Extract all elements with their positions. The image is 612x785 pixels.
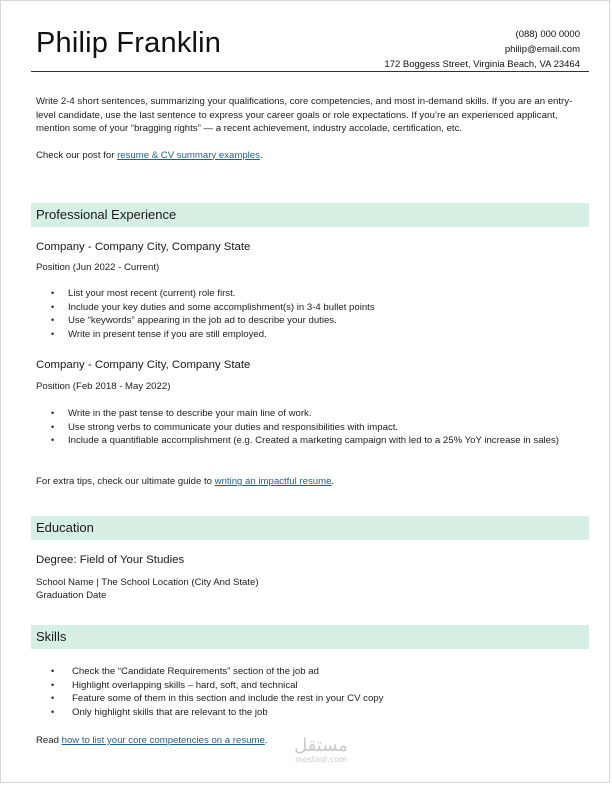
graduation-date: Graduation Date (36, 590, 107, 601)
tips-suffix: . (331, 476, 335, 487)
candidate-name: Philip Franklin (36, 27, 222, 59)
skills-list (36, 665, 576, 719)
phone-number: (088) 000 0000 (515, 29, 580, 40)
resume-guide-link[interactable]: writing an impactful resume (214, 476, 332, 487)
street-address: 172 Boggess Street, Virginia Beach, VA 23464 (384, 59, 580, 70)
job-duties-list (36, 287, 576, 341)
watermark-arabic: مستقل (294, 735, 348, 756)
job-company: Company - Company City, Company State (36, 241, 251, 253)
watermark-latin: mostaql.com (295, 755, 347, 764)
degree: Degree: Field of Your Studies (36, 554, 185, 566)
job-duty-item: • Include your key duties and some accomplishment(s) in 3-4 bullet points (36, 301, 576, 315)
skills-title: Skills (36, 629, 67, 644)
summary-text: Write 2-4 short sentences, summarizing your qualifications, core competencies, and most in-demand skills. If you are an entry-level candidate, use the last sentence to express your career goals or role expectations. If you’re an experienced applicant, mention some of your “bragging rights” — a recent achievement, industry accolade, certification, etc. (36, 96, 573, 134)
experience-tips-line (36, 475, 576, 489)
competencies-guide-link[interactable]: how to list your core competencies on a resume (61, 735, 265, 746)
job-position: Position (Jun 2022 - Current) (36, 262, 160, 273)
experience-title: Professional Experience (36, 207, 177, 222)
skills-header (31, 625, 589, 649)
skill-item: • Feature some of them in this section and include the rest in your CV copy (36, 692, 576, 706)
experience-header (31, 203, 589, 227)
job-duty-item: • Use “keywords” appearing in the job ad to describe your duties. (36, 314, 576, 328)
skill-item: • Highlight overlapping skills – hard, soft, and technical (36, 679, 576, 693)
education-header (31, 516, 589, 540)
summary-examples-link[interactable]: resume & CV summary examples (117, 149, 260, 161)
education-title: Education (36, 520, 94, 535)
read-suffix: . (264, 735, 268, 746)
job-company: Company - Company City, Company State (36, 359, 251, 371)
skill-item: • Check the “Candidate Requirements” section of the job ad (36, 665, 576, 679)
job-duty-item: • Write in the past tense to describe your main line of work. (36, 407, 578, 421)
mostaql-watermark (291, 737, 351, 764)
contact-block (384, 27, 580, 72)
job-duty-item: • Write in present tense if you are still employed. (36, 328, 576, 342)
skill-item: • Only highlight skills that are relevant to the job (36, 706, 576, 720)
job-duties-list (36, 407, 578, 448)
tips-prefix: For extra tips, check our ultimate guide to (36, 476, 215, 487)
school-name: School Name | The School Location (City And State) (36, 577, 259, 588)
job-duty-item: • Use strong verbs to communicate your duties and responsibilities with impact. (36, 421, 578, 435)
header-divider (31, 71, 589, 72)
summary-section (36, 95, 576, 162)
summary-check-prefix: Check our post for (36, 149, 118, 161)
summary-check-suffix: . (259, 149, 263, 161)
job-position: Position (Feb 2018 - May 2022) (36, 381, 171, 392)
email-address: philip@email.com (504, 44, 580, 55)
read-prefix: Read (36, 735, 62, 746)
job-duty-item: • Include a quantifiable accomplishment (e.g. Created a marketing campaign with led to a 25% YoY increase in sales) (36, 434, 578, 448)
summary-check-line (36, 149, 576, 163)
job-duty-item: • List your most recent (current) role first. (36, 287, 576, 301)
